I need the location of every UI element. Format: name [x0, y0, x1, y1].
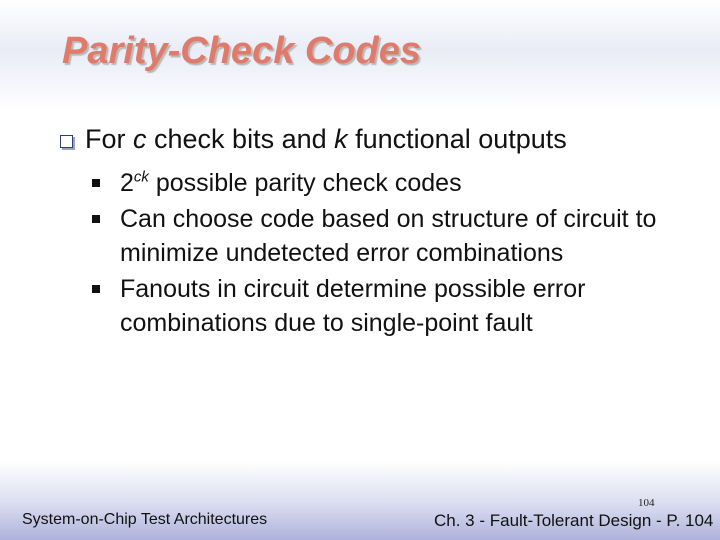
square-bullet-icon — [92, 285, 100, 293]
main-bullet — [60, 124, 567, 155]
sub-bullet-text: Can choose code based on structure of circuit to minimize undetected error combinations — [120, 205, 657, 267]
slide-title: Parity-Check Codes — [62, 30, 422, 72]
footer-chapter: Ch. 3 - Fault-Tolerant Design - P. 104 — [434, 511, 714, 530]
square-bullet-icon — [92, 215, 100, 223]
page-number: 104 — [638, 497, 655, 509]
footer-book-title: System-on-Chip Test Architectures — [22, 511, 268, 528]
sub-bullet-item — [92, 272, 692, 340]
sub-bullet-base: 2 — [120, 169, 134, 197]
variable-c: c — [133, 124, 147, 154]
checkbox-icon — [60, 135, 73, 148]
sub-bullet-list — [92, 166, 692, 342]
main-bullet-suffix: functional outputs — [347, 124, 567, 154]
sub-bullet-text: possible parity check codes — [148, 169, 462, 197]
variable-k: k — [334, 124, 348, 154]
main-bullet-text — [85, 124, 567, 155]
sub-bullet-item — [92, 202, 692, 270]
sub-bullet-text: Fanouts in circuit determine possible error combinations due to single-point fault — [120, 275, 586, 337]
sub-bullet-exponent: ck — [133, 168, 149, 186]
main-bullet-prefix: For — [85, 124, 134, 154]
square-bullet-icon — [92, 179, 100, 187]
sub-bullet-item — [92, 166, 692, 200]
main-bullet-middle: check bits and — [146, 124, 335, 154]
